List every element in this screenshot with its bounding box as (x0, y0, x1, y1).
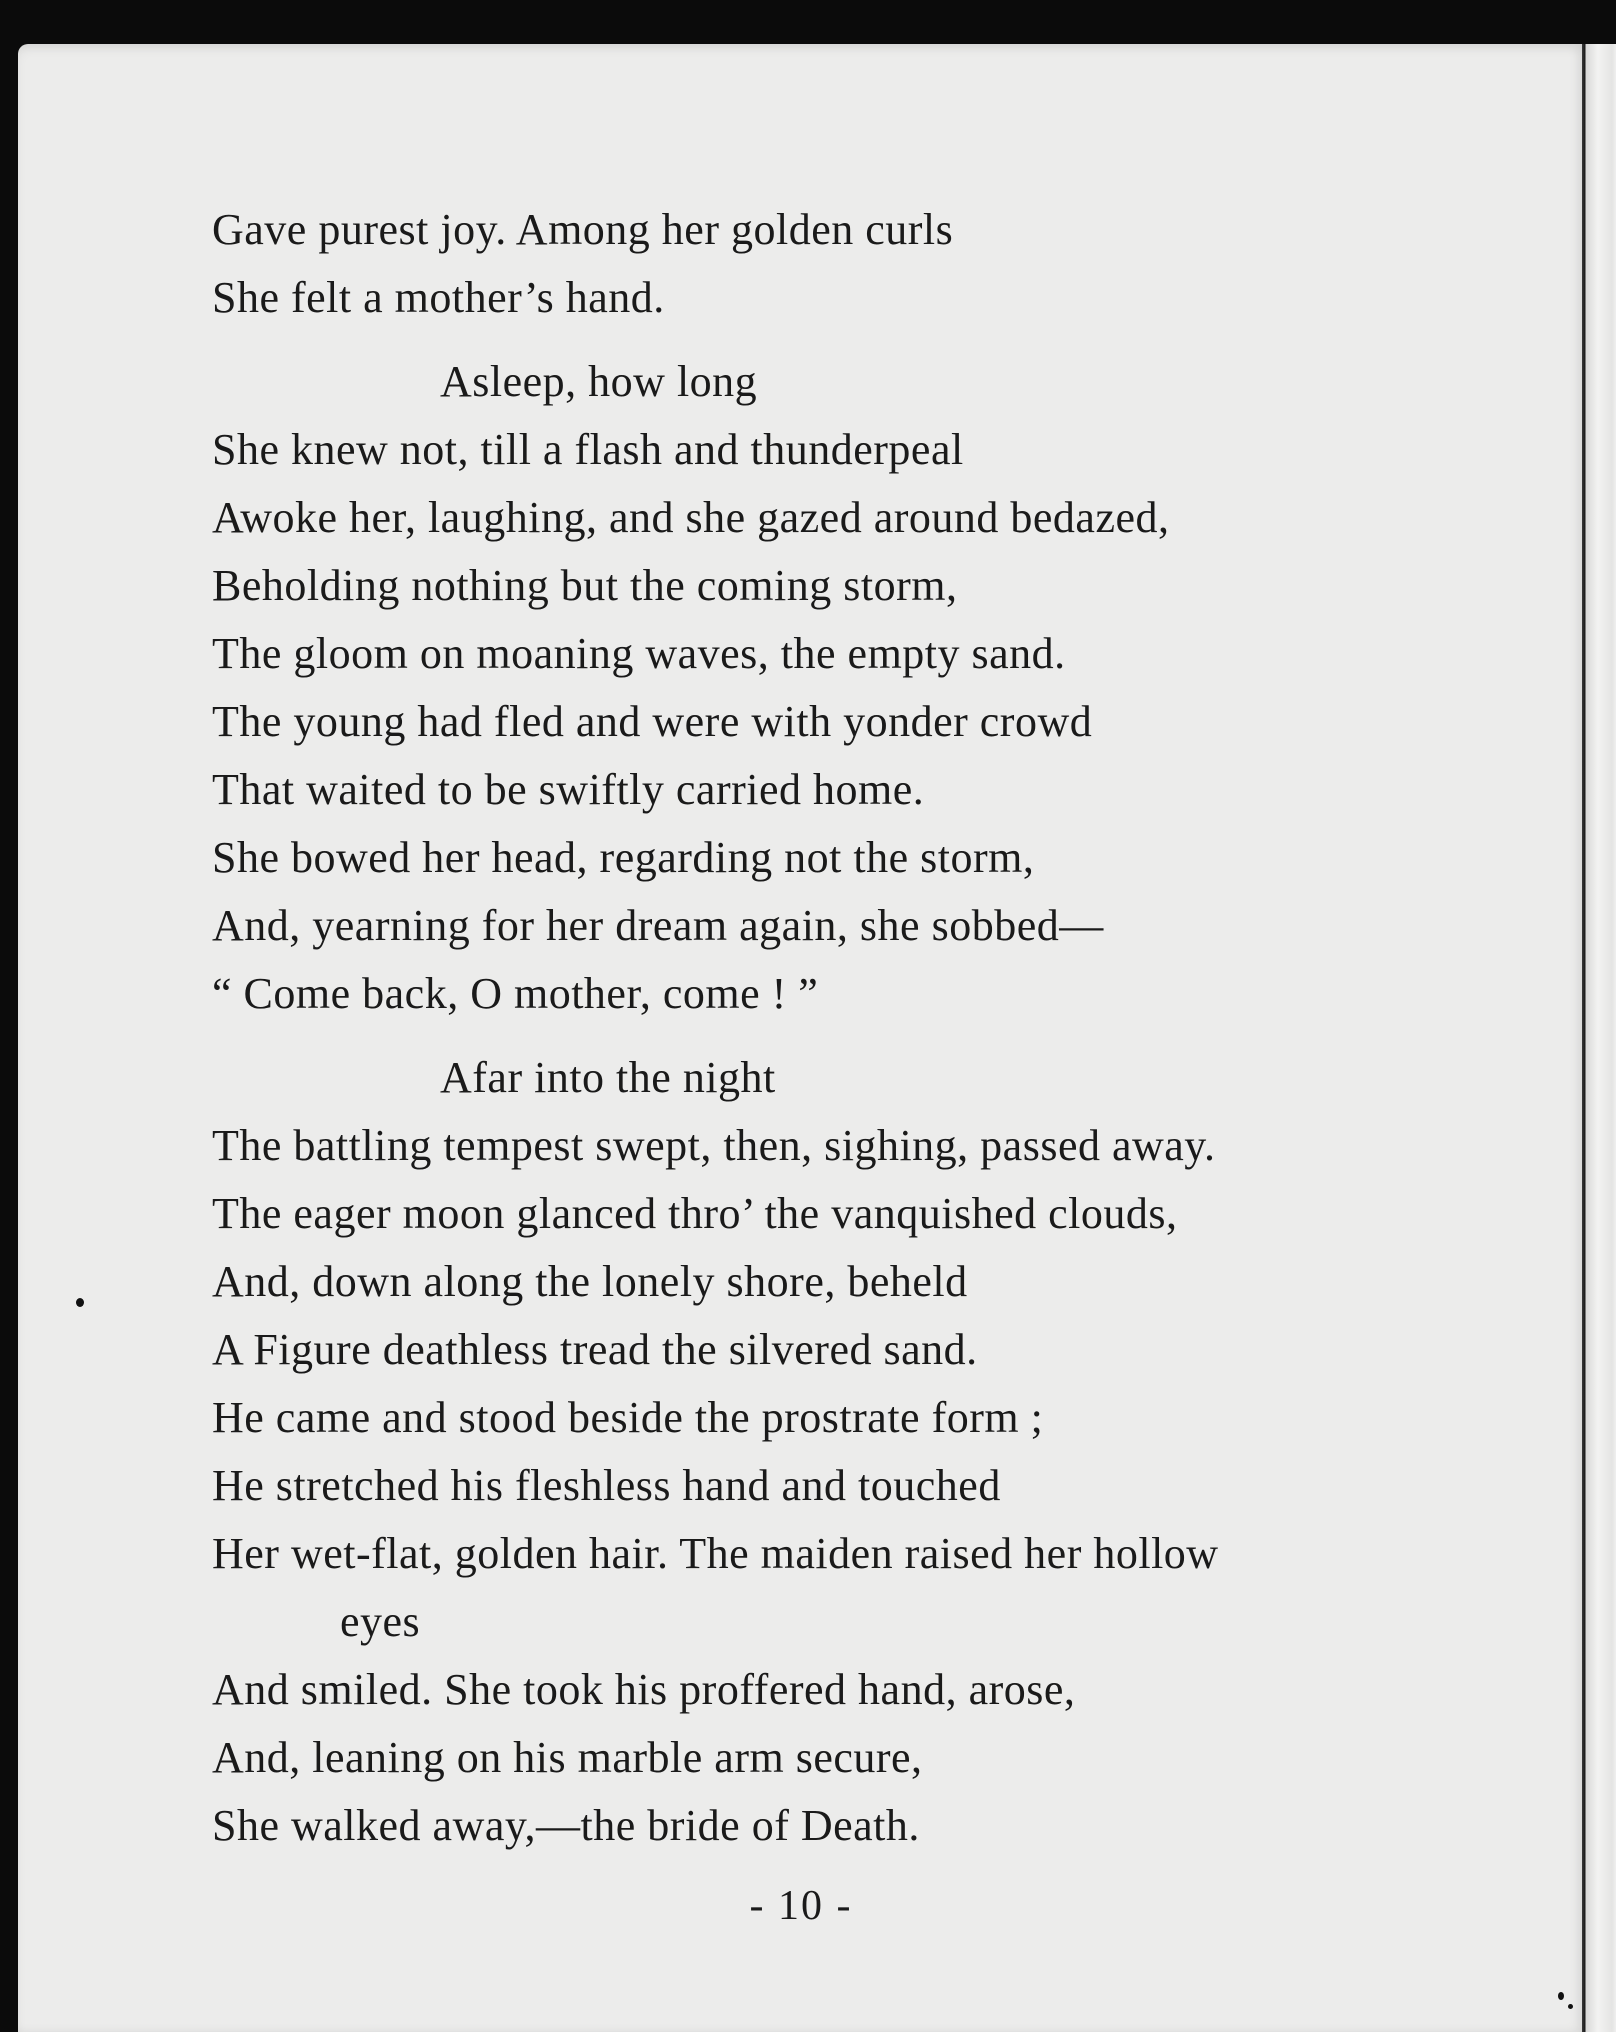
ink-speck (1558, 1992, 1564, 2000)
stanza-break (212, 1028, 1552, 1044)
ink-speck (1568, 2004, 1573, 2009)
poem-line: He came and stood beside the prostrate form ; (212, 1393, 1044, 1442)
poem-line: That waited to be swiftly carried home. (212, 765, 925, 814)
ink-speck (76, 1298, 84, 1307)
page-number: - 10 - (749, 1883, 853, 1929)
poem-text (212, 196, 1552, 1860)
poem-line: Afar into the night (440, 1053, 776, 1102)
poem-line: Asleep, how long (440, 357, 758, 406)
poem-line-continuation: eyes (340, 1597, 421, 1646)
poem-line: Gave purest joy. Among her golden curls (212, 205, 954, 254)
poem-line: She knew not, till a flash and thunderpeal (212, 425, 964, 474)
book-page (18, 44, 1584, 2032)
poem-line: The eager moon glanced thro’ the vanquished clouds, (212, 1189, 1178, 1238)
poem-line: And, leaning on his marble arm secure, (212, 1733, 923, 1782)
stanza-break (212, 332, 1552, 348)
page-binding-edge (1582, 44, 1616, 2032)
poem-line: She bowed her head, regarding not the storm, (212, 833, 1035, 882)
poem-line: She walked away,—the bride of Death. (212, 1801, 920, 1850)
poem-line: She felt a mother’s hand. (212, 273, 665, 322)
poem-line: Her wet-flat, golden hair. The maiden raised her hollow (212, 1529, 1219, 1578)
poem-line: The young had fled and were with yonder crowd (212, 697, 1093, 746)
poem-line: A Figure deathless tread the silvered sand. (212, 1325, 978, 1374)
poem-line: And, down along the lonely shore, beheld (212, 1257, 968, 1306)
poem-line: And smiled. She took his proffered hand, arose, (212, 1665, 1076, 1714)
poem-line: The battling tempest swept, then, sighing, passed away. (212, 1121, 1216, 1170)
poem-line: Beholding nothing but the coming storm, (212, 561, 958, 610)
poem-line: And, yearning for her dream again, she sobbed— (212, 901, 1104, 950)
poem-line: He stretched his fleshless hand and touched (212, 1461, 1001, 1510)
poem-line: “ Come back, O mother, come ! ” (212, 969, 819, 1018)
poem-line: Awoke her, laughing, and she gazed around bedazed, (212, 493, 1170, 542)
poem-line: The gloom on moaning waves, the empty sand. (212, 629, 1066, 678)
